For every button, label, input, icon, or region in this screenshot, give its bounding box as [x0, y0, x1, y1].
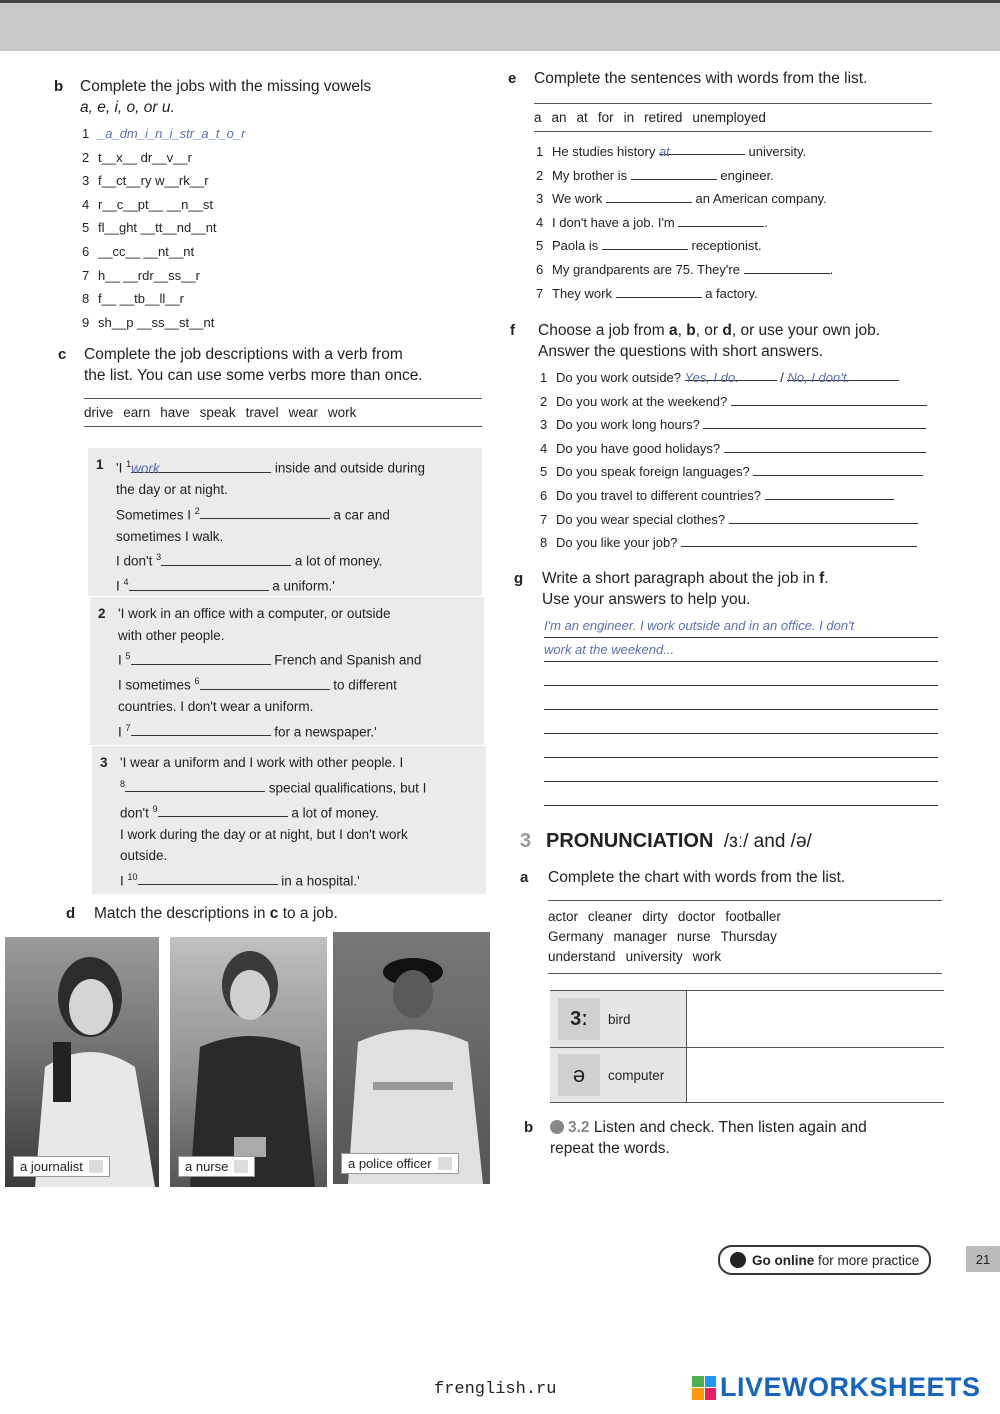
sentence-start: They work — [552, 285, 616, 301]
section-f-instruction-2: Answer the questions with short answers. — [538, 343, 824, 360]
answer-blank[interactable] — [765, 485, 894, 500]
answer-box[interactable] — [438, 1157, 452, 1170]
go-online-button[interactable] — [718, 1245, 931, 1275]
section-c-word-list — [84, 398, 482, 427]
writing-line[interactable]: work at the weekend... — [544, 638, 938, 662]
phonetic-symbol: 3ː — [570, 1007, 588, 1030]
audio-icon[interactable] — [550, 1120, 564, 1134]
question-item — [540, 531, 940, 555]
text: Listen and check. Then listen again and — [593, 1119, 867, 1136]
answer-blank-9[interactable] — [158, 802, 288, 817]
writing-line[interactable]: I'm an engineer. I work outside and in an office. I don't — [544, 614, 938, 638]
question-text: Do you have good holidays? — [556, 440, 721, 456]
sentence-end: . — [764, 214, 768, 230]
answer-blank-6[interactable] — [200, 675, 330, 690]
list-word: retired — [644, 110, 683, 125]
sentence-item — [536, 187, 932, 211]
section-title: PRONUNCIATION — [546, 830, 714, 852]
list-word: an — [551, 110, 567, 125]
sentence-end: a factory. — [701, 285, 758, 301]
police-officer-figure — [333, 932, 490, 1184]
text: I — [118, 652, 126, 668]
text: Go online — [752, 1253, 815, 1268]
liveworksheets-logo[interactable] — [692, 1372, 981, 1403]
answer-box[interactable] — [234, 1160, 248, 1173]
item-number: 4 — [540, 440, 548, 456]
list-word: understand — [548, 949, 616, 964]
text: I — [120, 873, 128, 888]
answer-blank[interactable] — [606, 188, 692, 203]
text: I sometimes — [118, 677, 195, 693]
section-g — [514, 568, 938, 806]
section-e-label: e — [508, 70, 517, 87]
list-word: at — [576, 110, 588, 125]
text: 'I wear a uniform and I work with other people. I — [120, 755, 404, 770]
answer-blank[interactable]: Yes, I do. — [685, 366, 777, 381]
question-item — [540, 413, 940, 437]
section-f-list — [510, 366, 940, 555]
item-text: t__x__ dr__v__r — [98, 149, 192, 165]
list-word: work — [327, 405, 357, 420]
answer-blank[interactable] — [744, 259, 830, 274]
list-word: travel — [245, 405, 279, 420]
chart-answer-cell[interactable] — [687, 991, 944, 1047]
list-word: a — [534, 110, 542, 125]
separator: / — [776, 370, 788, 385]
list-word: work — [692, 949, 722, 964]
vowel-item[interactable] — [82, 311, 454, 335]
text: Choose a job from — [538, 322, 669, 339]
sentence-end: receptionist. — [687, 238, 762, 254]
text: , — [677, 322, 687, 339]
writing-line[interactable] — [544, 710, 938, 734]
box-number: 3 — [100, 755, 108, 770]
section-c-label: c — [58, 346, 67, 363]
list-word: Germany — [548, 929, 604, 944]
writing-line[interactable] — [544, 662, 938, 686]
answer-blank[interactable] — [731, 391, 927, 406]
text: sometimes I walk. — [116, 528, 224, 544]
text: . — [824, 570, 829, 587]
item-number: 1 — [82, 126, 90, 141]
text: Sometimes I — [116, 507, 195, 522]
list-word: drive — [84, 405, 114, 420]
text: repeat the words. — [550, 1140, 670, 1157]
answer-blank[interactable] — [681, 532, 917, 547]
vowel-item[interactable] — [82, 240, 454, 264]
logo-grid-icon — [692, 1376, 716, 1400]
question-text: Do you travel to different countries? — [556, 487, 761, 503]
item-number: 1 — [540, 370, 548, 385]
writing-line[interactable] — [544, 686, 938, 710]
item-number: 7 — [536, 285, 544, 301]
gap-number: 4 — [123, 577, 129, 587]
sentence-start: He studies history — [552, 144, 659, 159]
sentence-item — [536, 258, 932, 282]
section-g-instruction-2: Use your answers to help you. — [542, 591, 751, 608]
sentence-end: university. — [744, 144, 807, 159]
gap-number: 8 — [120, 778, 126, 789]
text: the day or at night. — [116, 482, 228, 497]
question-text: Do you work outside? — [556, 370, 682, 385]
gap-number: 10 — [127, 871, 138, 882]
computer-icon — [558, 1054, 600, 1096]
vowel-item[interactable] — [82, 264, 454, 288]
gap-number: 2 — [194, 505, 200, 516]
section-g-label: g — [514, 570, 524, 587]
list-word: Thursday — [720, 929, 777, 944]
sentence-end: an American company. — [691, 191, 827, 207]
section-f-label: f — [510, 322, 515, 339]
writing-line[interactable] — [544, 734, 938, 758]
chart-row-computer — [550, 1048, 944, 1103]
question-item — [540, 390, 940, 414]
sentence-item — [536, 164, 932, 188]
writing-area[interactable] — [514, 614, 938, 806]
text: Match the descriptions in — [94, 905, 270, 922]
answer-blank-4[interactable] — [129, 576, 269, 591]
audio-track-number: 3.2 — [568, 1119, 590, 1136]
chart-label-cell — [550, 1048, 687, 1102]
section-c — [58, 344, 482, 427]
answer-blank-5[interactable] — [131, 650, 271, 665]
item-number: 5 — [536, 238, 544, 254]
text: d — [722, 322, 732, 339]
nurse-photo — [170, 937, 327, 1187]
text: in a hospital.' — [277, 873, 360, 888]
photo-caption-police-officer — [341, 1153, 459, 1174]
item-text: f__ct__ry w__rk__r — [98, 173, 209, 189]
word-row — [548, 947, 942, 967]
item-number: 2 — [540, 393, 548, 409]
section-e-list — [508, 140, 932, 305]
text: with other people. — [118, 627, 225, 643]
journalist-figure — [5, 937, 159, 1187]
text: I work during the day or at night, but I don't work — [120, 826, 408, 842]
text: 'I work in an office with a computer, or outside — [118, 606, 391, 621]
vowel-item[interactable] — [82, 169, 454, 193]
answer-blank-7[interactable] — [131, 721, 271, 736]
answer-blank[interactable] — [602, 235, 688, 250]
page-number: 21 — [966, 1246, 1000, 1272]
text: outside. — [120, 848, 168, 863]
item-number: 8 — [540, 535, 548, 551]
text: to a job. — [278, 905, 338, 922]
sound-chart — [550, 990, 944, 1103]
item-number: 1 — [536, 144, 544, 159]
item-number: 3 — [540, 417, 548, 433]
text: Write a short paragraph about the job in — [542, 570, 820, 587]
question-item — [540, 484, 940, 508]
list-word: earn — [123, 405, 151, 420]
text: a car and — [329, 507, 390, 522]
text: a — [668, 322, 678, 339]
box-number: 1 — [96, 457, 104, 472]
section-d-label: d — [66, 905, 76, 922]
answer-blank[interactable]: at — [659, 140, 745, 155]
item-number: 2 — [82, 149, 90, 165]
text: Complete the chart with words from the list. — [548, 869, 846, 886]
text: for a newspaper.' — [270, 724, 377, 739]
item-text: f__ __tb__ll__r — [98, 291, 185, 307]
pronunciation-a — [520, 867, 950, 888]
gap-number: 7 — [125, 722, 131, 733]
job-description-1 — [88, 448, 482, 596]
section-b-instruction: Complete the jobs with the missing vowels — [80, 78, 372, 95]
list-word: wear — [288, 405, 318, 420]
section-e — [508, 68, 932, 305]
example-word: bird — [608, 1011, 631, 1027]
vowel-item[interactable] — [82, 146, 454, 170]
text: 'I — [116, 460, 127, 476]
caption-text: a journalist — [20, 1159, 83, 1174]
text: French and Spanish and — [270, 652, 422, 668]
question-text: Do you work at the weekend? — [556, 393, 728, 409]
sentence-start: I don't have a job. I'm — [552, 214, 679, 230]
pronunciation-header — [520, 830, 950, 853]
list-word: dirty — [642, 909, 668, 924]
answer-blank-3[interactable] — [161, 551, 291, 566]
answer-blank-8[interactable] — [125, 777, 265, 792]
section-d-instruction — [66, 903, 486, 924]
list-word: cleaner — [588, 909, 633, 924]
list-word: have — [160, 405, 190, 420]
text: countries. I don't wear a uniform. — [118, 699, 314, 714]
chart-label-cell — [550, 991, 687, 1047]
vowel-item[interactable] — [82, 287, 454, 311]
box-number: 2 — [98, 606, 106, 621]
question-text: Do you like your job? — [556, 535, 678, 551]
item-text: _a_dm_i_n_i_str_a_t_o_r — [98, 126, 246, 141]
question-item — [540, 460, 940, 484]
item-text: __cc__ __nt__nt — [98, 243, 195, 259]
caption-text: a nurse — [185, 1159, 229, 1174]
section-c-instruction: Complete the job descriptions with a verb from — [84, 346, 403, 363]
section-b — [54, 76, 454, 334]
text: I — [118, 724, 126, 739]
text: , or use your own job. — [731, 322, 881, 339]
answer-blank[interactable]: No, I don't. — [787, 366, 899, 381]
vowel-item[interactable] — [82, 216, 454, 240]
item-number: 9 — [82, 314, 90, 330]
phonetic-sounds: /ɜː/ and /ə/ — [723, 831, 812, 852]
sentence-item — [536, 234, 932, 258]
answer-blank[interactable] — [729, 509, 918, 524]
item-number: 5 — [540, 464, 548, 480]
pronunciation-b — [524, 1117, 944, 1159]
answer-blank[interactable] — [631, 165, 717, 180]
list-word: doctor — [677, 909, 716, 924]
item-number: 5 — [82, 220, 90, 236]
journalist-photo — [5, 937, 159, 1187]
question-text: Do you speak foreign languages? — [556, 464, 750, 480]
sentence-start: We work — [552, 191, 606, 207]
section-b-list — [54, 122, 454, 334]
vowel-item[interactable] — [82, 122, 454, 146]
text: I — [116, 578, 124, 594]
sentence-end: engineer. — [716, 167, 774, 183]
sentence-start: My grandparents are 75. They're — [552, 261, 744, 277]
item-number: 2 — [536, 167, 544, 183]
question-item — [540, 508, 940, 532]
text: special qualifications, but I — [265, 780, 427, 795]
item-number: 6 — [540, 487, 548, 503]
item-number: 6 — [82, 243, 90, 259]
gap-number: 5 — [125, 651, 131, 661]
answer-blank-10[interactable] — [138, 870, 278, 885]
item-text: r__c__pt__ __n__st — [98, 196, 213, 212]
text: a lot of money. — [291, 553, 383, 569]
caption-text: a police officer — [348, 1156, 432, 1171]
photo-caption-journalist — [13, 1156, 110, 1177]
photo-caption-nurse — [178, 1156, 255, 1177]
item-number: 7 — [540, 511, 548, 527]
item-text: h__ __rdr__ss__r — [98, 267, 200, 283]
sentence-start: My brother is — [552, 167, 631, 183]
gap-number: 3 — [156, 552, 162, 562]
text: I don't — [116, 553, 157, 569]
list-word: footballer — [725, 909, 781, 924]
sentence-item — [536, 211, 932, 235]
list-word: nurse — [676, 929, 711, 944]
item-number: 8 — [82, 291, 90, 307]
list-word: in — [623, 110, 635, 125]
gap-number: 1 — [126, 459, 132, 469]
section-e-instruction: Complete the sentences with words from the list. — [534, 70, 868, 87]
section-number: 3 — [520, 830, 532, 852]
job-description-2 — [90, 597, 484, 745]
sentence-start: Paola is — [552, 238, 602, 254]
cursor-icon — [730, 1252, 746, 1268]
text: a uniform.' — [268, 578, 335, 594]
list-word: manager — [613, 929, 667, 944]
list-word: unemployed — [692, 110, 766, 125]
text: , or — [695, 322, 723, 339]
writing-line[interactable] — [544, 782, 938, 806]
text: don't — [120, 805, 153, 820]
pronunciation-word-list — [548, 900, 942, 974]
section-b-label: b — [54, 78, 64, 95]
part-label: a — [520, 869, 529, 886]
section-b-instruction-2: a, e, i, o, or u. — [80, 99, 175, 116]
item-number: 4 — [536, 214, 544, 230]
answer-blank[interactable] — [678, 212, 764, 227]
answer-blank[interactable] — [724, 438, 927, 453]
text: a lot of money. — [287, 805, 379, 820]
section-e-word-list — [534, 103, 932, 132]
text: b — [686, 322, 696, 339]
answer-blank-2[interactable] — [200, 504, 330, 519]
sentence-end: . — [829, 261, 834, 277]
word-row — [548, 907, 942, 927]
answer-box[interactable] — [89, 1160, 103, 1173]
part-label: b — [524, 1119, 534, 1136]
sentence-item — [536, 282, 932, 306]
list-word: actor — [548, 909, 579, 924]
vowel-item[interactable] — [82, 193, 454, 217]
word-row — [548, 927, 942, 947]
answer-blank-1[interactable]: work — [131, 458, 271, 473]
phonetic-symbol: ə — [572, 1062, 586, 1087]
text: inside and outside during — [271, 460, 425, 476]
bird-icon — [558, 998, 600, 1040]
answer-blank[interactable] — [616, 283, 702, 298]
answer-blank[interactable] — [753, 461, 922, 476]
chart-answer-cell[interactable] — [687, 1048, 944, 1102]
list-word: university — [625, 949, 683, 964]
top-banner — [0, 0, 1000, 51]
text: f — [819, 570, 825, 587]
chart-row-bird — [550, 991, 944, 1048]
gap-number: 9 — [152, 803, 158, 814]
item-text: fl__ght __tt__nd__nt — [98, 220, 217, 236]
item-number: 6 — [536, 261, 544, 277]
item-number: 3 — [82, 173, 90, 189]
question-text: Do you work long hours? — [556, 417, 700, 433]
brand-name: LIVEWORKSHEETS — [720, 1372, 981, 1402]
sentence-item — [536, 140, 932, 164]
text: to different — [329, 677, 397, 693]
item-number: 4 — [82, 196, 90, 212]
text: for more practice — [814, 1253, 920, 1268]
job-description-3 — [92, 746, 486, 894]
item-number: 7 — [82, 267, 90, 283]
answer-blank[interactable] — [703, 414, 926, 429]
section-f — [510, 320, 940, 555]
gap-number: 6 — [194, 676, 200, 686]
writing-line[interactable] — [544, 758, 938, 782]
police-officer-photo — [333, 932, 490, 1184]
site-url[interactable]: frenglish.ru — [434, 1380, 557, 1399]
item-text: sh__p __ss__st__nt — [98, 314, 215, 330]
text: c — [269, 905, 279, 922]
list-word: for — [597, 110, 614, 125]
example-word: computer — [608, 1067, 665, 1083]
question-item — [540, 366, 940, 390]
item-number: 3 — [536, 191, 544, 207]
question-text: Do you wear special clothes? — [556, 511, 726, 527]
list-word: speak — [199, 405, 236, 420]
question-item — [540, 437, 940, 461]
section-c-instruction-2: the list. You can use some verbs more than once. — [84, 367, 423, 384]
nurse-figure — [170, 937, 327, 1187]
